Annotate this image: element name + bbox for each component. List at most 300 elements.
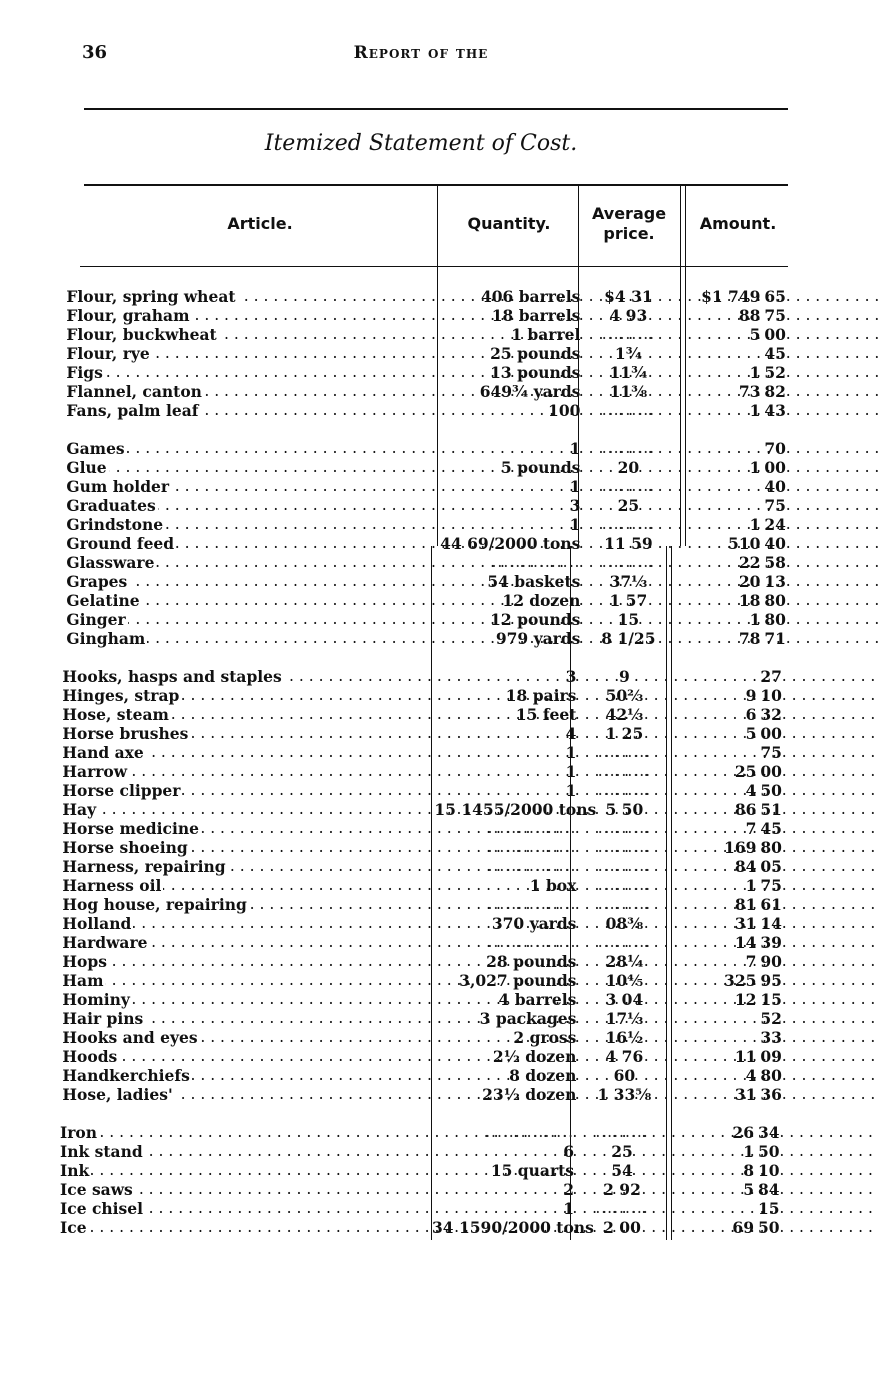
amount-cents-cell: 43: [764, 401, 786, 420]
article-cell: [60, 1218, 432, 1237]
quantity-cell: 1 box: [529, 876, 577, 895]
article-cell: [66, 363, 438, 382]
average-price-cell: .........: [597, 838, 652, 856]
article-label: Ice saws: [60, 1180, 133, 1199]
average-price-cell: .........: [597, 819, 652, 837]
table-row: [60, 1123, 800, 1142]
amount-dollars-cell: 73: [738, 382, 761, 401]
average-price-cell: .........: [597, 781, 652, 799]
article-cell: [66, 629, 438, 648]
amount-dollars-cell: 9: [745, 686, 757, 705]
table-row: [62, 971, 802, 990]
average-price-cell: 1 57: [609, 591, 648, 610]
article-cell: [60, 1180, 432, 1199]
amount-dollars-cell: [680, 1199, 754, 1218]
amount-cents-cell: 84: [758, 1180, 780, 1199]
amount-cents-cell: 40: [764, 477, 786, 496]
header-bottom-rule: [80, 266, 788, 267]
leader-dots: [66, 363, 438, 382]
table-row: [66, 287, 806, 306]
article-cell: [66, 382, 438, 401]
table-row: [62, 800, 802, 819]
article-label: Hooks, hasps and staples: [62, 667, 282, 686]
quantity-cell: 1: [565, 743, 577, 762]
article-label: Games: [66, 439, 125, 458]
average-price-cell: .........: [597, 762, 652, 780]
table-row: [62, 838, 802, 857]
average-price-cell: .........: [597, 743, 652, 761]
quantity-cell: 15 feet: [515, 705, 577, 724]
article-label: Flour, rye: [66, 344, 150, 363]
table-row: [66, 629, 806, 648]
average-price-cell: 4 93: [609, 306, 648, 325]
amount-dollars-cell: 4: [745, 1066, 757, 1085]
amount-dollars-cell: 1: [749, 401, 761, 420]
article-cell: [66, 553, 438, 572]
amount-dollars-cell: 6: [745, 705, 757, 724]
amount-cents-cell: 34: [758, 1123, 780, 1142]
head-rule: [84, 108, 788, 110]
amount-dollars-cell: 5: [745, 724, 757, 743]
article-label: Ink: [60, 1161, 90, 1180]
article-cell: [62, 1028, 434, 1047]
table-row: [62, 952, 802, 971]
article-label: Iron: [60, 1123, 98, 1142]
article-label: Horse brushes: [62, 724, 189, 743]
article-cell: [66, 401, 438, 420]
amount-dollars-cell: 22: [738, 553, 761, 572]
average-price-cell: 8 1/25: [601, 629, 656, 648]
amount-dollars-cell: [682, 743, 756, 762]
amount-dollars-cell: 69: [732, 1218, 754, 1237]
table-row: [62, 743, 802, 762]
amount-dollars-cell: 1: [743, 1142, 754, 1161]
article-cell: [62, 971, 434, 990]
table-row: [62, 1066, 802, 1085]
average-price-cell: 20: [617, 458, 640, 477]
article-label: Hay: [62, 800, 97, 819]
quantity-cell: 2 gross: [513, 1028, 577, 1047]
quantity-cell: 12 dozen: [502, 591, 581, 610]
amount-cents-cell: 90: [760, 952, 782, 971]
amount-cents-cell: 10: [758, 1161, 780, 1180]
amount-cents-cell: 80: [764, 610, 786, 629]
quantity-cell: 15 quarts: [490, 1161, 574, 1180]
quantity-cell: 23½ dozen: [482, 1085, 577, 1104]
amount-cents-cell: 95: [760, 971, 782, 990]
article-cell: [66, 610, 438, 629]
amount-dollars-cell: 5: [743, 1180, 754, 1199]
amount-cents-cell: 75: [764, 496, 786, 515]
amount-dollars-cell: 1: [749, 610, 761, 629]
article-cell: [62, 1066, 434, 1085]
amount-dollars-cell: $1 749: [701, 287, 761, 306]
article-cell: [66, 344, 438, 363]
amount-cents-cell: 36: [760, 1085, 782, 1104]
average-price-cell: 11 59: [604, 534, 653, 553]
leader-dots: [62, 971, 434, 990]
average-price-cell: .........: [601, 439, 656, 457]
table-row: [62, 781, 802, 800]
article-cell: [66, 515, 438, 534]
amount-cents-cell: 80: [764, 591, 786, 610]
article-label: Fans, palm leaf: [66, 401, 199, 420]
quantity-cell: 3: [569, 496, 581, 515]
amount-dollars-cell: 510: [728, 534, 761, 553]
quantity-cell: 15 1455/2000 tons: [434, 800, 597, 819]
average-price-cell: 4 76: [605, 1047, 644, 1066]
average-price-cell: $4 31: [604, 287, 653, 306]
amount-dollars-cell: 12: [734, 990, 757, 1009]
table-row: [66, 477, 806, 496]
average-price-cell: 2 92: [603, 1180, 641, 1199]
table-row: [60, 1199, 800, 1218]
average-price-cell: 11⅜: [609, 382, 648, 401]
amount-dollars-cell: 1: [749, 515, 761, 534]
amount-cents-cell: 45: [764, 344, 786, 363]
article-cell: [62, 1009, 434, 1028]
running-head: Report of the: [353, 43, 489, 63]
article-cell: [62, 800, 434, 819]
average-price-cell: .........: [597, 895, 652, 913]
table-row: [62, 1028, 802, 1047]
table-row: [66, 439, 806, 458]
column-header-article: Article.: [227, 214, 293, 233]
quantity-cell: 28 pounds: [486, 952, 577, 971]
article-cell: [62, 952, 434, 971]
article-cell: [66, 325, 438, 344]
average-price-cell: 17⅓: [605, 1009, 644, 1028]
amount-cents-cell: 82: [764, 382, 786, 401]
article-label: Ice chisel: [60, 1199, 144, 1218]
amount-cents-cell: 50: [758, 1142, 780, 1161]
article-label: Grindstone: [66, 515, 164, 534]
article-label: Hops: [62, 952, 107, 971]
leader-dots: [60, 1161, 432, 1180]
amount-cents-cell: 13: [764, 572, 786, 591]
amount-dollars-cell: 31: [734, 1085, 757, 1104]
page-number: 36: [82, 42, 108, 63]
average-price-cell: 2 00: [603, 1218, 641, 1237]
amount-cents-cell: 52: [764, 363, 786, 382]
article-cell: [62, 724, 434, 743]
amount-cents-cell: 61: [760, 895, 782, 914]
amount-dollars-cell: 86: [734, 800, 757, 819]
average-price-cell: 15: [617, 610, 640, 629]
article-cell: [66, 534, 438, 553]
average-price-cell: .........: [601, 515, 656, 533]
article-label: Handkerchiefs: [62, 1066, 190, 1085]
article-label: Horse medicine: [62, 819, 199, 838]
amount-cents-cell: 50: [758, 1218, 780, 1237]
article-cell: [66, 287, 438, 306]
amount-cents-cell: 75: [760, 876, 782, 895]
amount-dollars-cell: [686, 477, 760, 496]
article-label: Graduates: [66, 496, 156, 515]
amount-cents-cell: 00: [764, 325, 786, 344]
article-label: Flour, buckwheat: [66, 325, 217, 344]
amount-cents-cell: 00: [764, 458, 786, 477]
quantity-cell: 2½ dozen: [492, 1047, 577, 1066]
quantity-cell: 1: [569, 439, 581, 458]
quantity-cell: 25 pounds: [490, 344, 581, 363]
article-cell: [62, 781, 434, 800]
quantity-cell: 3: [565, 667, 577, 686]
average-price-cell: 08⅜: [605, 914, 644, 933]
amount-dollars-cell: [686, 344, 760, 363]
article-cell: [66, 458, 438, 477]
table-row: [62, 857, 802, 876]
article-cell: [62, 819, 434, 838]
amount-dollars-cell: 4: [745, 781, 757, 800]
table-row: [62, 1047, 802, 1066]
amount-dollars-cell: 5: [749, 325, 761, 344]
average-price-cell: 11¾: [609, 363, 648, 382]
article-label: Hinges, strap: [62, 686, 180, 705]
average-price-cell: 28¼: [605, 952, 644, 971]
article-label: Hooks and eyes: [62, 1028, 198, 1047]
article-cell: [62, 705, 434, 724]
average-price-cell: 54: [611, 1161, 633, 1180]
quantity-cell: 8 dozen: [509, 1066, 577, 1085]
quantity-cell: 44 69/2000 tons: [440, 534, 581, 553]
amount-dollars-cell: [686, 439, 760, 458]
quantity-cell: 649¾ yards: [479, 382, 581, 401]
average-price-cell: .........: [601, 401, 656, 419]
article-cell: [66, 477, 438, 496]
amount-dollars-cell: 88: [738, 306, 761, 325]
quantity-cell: ...............: [487, 933, 577, 951]
quantity-cell: 5 pounds: [500, 458, 581, 477]
amount-dollars-cell: 78: [738, 629, 761, 648]
article-label: Gelatine: [66, 591, 140, 610]
average-price-cell: .........: [597, 933, 652, 951]
table-row: [66, 496, 806, 515]
amount-cents-cell: 80: [760, 838, 782, 857]
table-row: [66, 515, 806, 534]
quantity-cell: 54 baskets: [487, 572, 581, 591]
average-price-cell: 50⅔: [605, 686, 644, 705]
amount-cents-cell: 00: [760, 762, 782, 781]
quantity-cell: 1: [565, 781, 577, 800]
article-cell: [62, 667, 434, 686]
amount-cents-cell: 33: [760, 1028, 782, 1047]
average-price-cell: .........: [601, 553, 656, 571]
article-label: Ham: [62, 971, 104, 990]
average-price-cell: .........: [601, 325, 656, 343]
article-cell: [62, 933, 434, 952]
article-label: Hand axe: [62, 743, 144, 762]
amount-dollars-cell: [686, 496, 760, 515]
quantity-cell: 2: [563, 1180, 574, 1199]
table-row: [66, 572, 806, 591]
table-row: [66, 306, 806, 325]
table-row: [62, 1085, 802, 1104]
quantity-cell: 406 barrels: [480, 287, 581, 306]
table-row: [62, 933, 802, 952]
quantity-cell: 1: [569, 515, 581, 534]
amount-cents-cell: 40: [764, 534, 786, 553]
article-cell: [60, 1199, 432, 1218]
article-label: Hardware: [62, 933, 148, 952]
table-row: [62, 686, 802, 705]
table-row: [62, 705, 802, 724]
quantity-cell: 1: [563, 1199, 574, 1218]
table-row: [60, 1180, 800, 1199]
quantity-cell: 4 barrels: [498, 990, 577, 1009]
amount-cents-cell: 65: [764, 287, 786, 306]
average-price-cell: 42⅓: [605, 705, 644, 724]
quantity-cell: 100: [548, 401, 581, 420]
column-header-amount: Amount.: [699, 214, 777, 233]
amount-cents-cell: 71: [764, 629, 786, 648]
article-label: Holland: [62, 914, 132, 933]
average-price-cell: 16½: [605, 1028, 644, 1047]
article-cell: [66, 306, 438, 325]
article-cell: [66, 496, 438, 515]
article-cell: [60, 1123, 432, 1142]
article-label: Glassware: [66, 553, 155, 572]
table-row: [66, 553, 806, 572]
amount-dollars-cell: 25: [734, 762, 757, 781]
article-cell: [62, 1085, 434, 1104]
article-cell: [62, 838, 434, 857]
amount-dollars-cell: 1: [745, 876, 757, 895]
article-cell: [66, 439, 438, 458]
amount-dollars-cell: 26: [732, 1123, 754, 1142]
average-price-cell: 9: [618, 667, 630, 686]
amount-dollars-cell: 20: [738, 572, 761, 591]
quantity-cell: ...............: [485, 1123, 574, 1141]
table-row: [66, 610, 806, 629]
table-row: [62, 914, 802, 933]
article-cell: [66, 591, 438, 610]
article-label: Harness, repairing: [62, 857, 226, 876]
amount-cents-cell: 80: [760, 1066, 782, 1085]
average-price-cell: 1 25: [605, 724, 644, 743]
article-label: Ice: [60, 1218, 87, 1237]
average-price-cell: 1¾: [614, 344, 642, 363]
table-row: [66, 363, 806, 382]
average-price-cell: 37⅓: [609, 572, 648, 591]
quantity-cell: 6: [563, 1142, 574, 1161]
amount-cents-cell: 24: [764, 515, 786, 534]
average-price-cell: 1 33⅝: [597, 1085, 652, 1104]
average-price-cell: .........: [595, 1199, 649, 1217]
amount-dollars-cell: 325: [724, 971, 757, 990]
table-row: [62, 762, 802, 781]
table-row: [62, 1009, 802, 1028]
amount-cents-cell: 52: [760, 1009, 782, 1028]
quantity-cell: ...............: [491, 553, 581, 571]
article-label: Ground feed: [66, 534, 175, 553]
article-cell: [66, 572, 438, 591]
table-row: [66, 325, 806, 344]
amount-dollars-cell: [682, 667, 756, 686]
quantity-cell: 370 yards: [491, 914, 577, 933]
average-price-cell: 25: [617, 496, 640, 515]
amount-dollars-cell: [682, 1028, 756, 1047]
table-row: [66, 401, 806, 420]
average-price-cell: .........: [597, 876, 652, 894]
average-price-cell: 5 50: [605, 800, 644, 819]
article-label: Horse clipper: [62, 781, 181, 800]
amount-cents-cell: 50: [760, 781, 782, 800]
article-label: Hoods: [62, 1047, 118, 1066]
article-label: Harness oil: [62, 876, 162, 895]
amount-dollars-cell: 169: [724, 838, 757, 857]
amount-cents-cell: 39: [760, 933, 782, 952]
quantity-cell: 34 1590/2000 tons: [432, 1218, 594, 1237]
article-label: Horse shoeing: [62, 838, 188, 857]
quantity-cell: 1 barrel: [511, 325, 581, 344]
table-row: [62, 895, 802, 914]
leader-dots: [62, 800, 434, 819]
average-price-cell: .........: [597, 857, 652, 875]
leader-dots: [60, 1123, 432, 1142]
amount-cents-cell: 15: [758, 1199, 780, 1218]
quantity-cell: 13 pounds: [490, 363, 581, 382]
table-row: [66, 458, 806, 477]
average-price-cell: 3 04: [605, 990, 644, 1009]
article-label: Gingham: [66, 629, 146, 648]
table-top-rule: [84, 184, 788, 186]
article-label: Hair pins: [62, 1009, 144, 1028]
quantity-cell: 12 pounds: [490, 610, 581, 629]
table-title: Itemized Statement of Cost.: [264, 131, 578, 156]
amount-dollars-cell: 7: [745, 819, 757, 838]
table-row: [62, 724, 802, 743]
leader-dots: [66, 458, 438, 477]
quantity-cell: ...............: [487, 895, 577, 913]
table-row: [66, 591, 806, 610]
amount-cents-cell: 32: [760, 705, 782, 724]
article-cell: [60, 1161, 432, 1180]
amount-cents-cell: 14: [760, 914, 782, 933]
amount-dollars-cell: 1: [749, 458, 761, 477]
amount-cents-cell: 10: [760, 686, 782, 705]
table-row: [66, 344, 806, 363]
article-cell: [62, 876, 434, 895]
table-row: [62, 990, 802, 1009]
quantity-cell: 3,027 pounds: [459, 971, 577, 990]
amount-dollars-cell: 11: [734, 1047, 757, 1066]
article-label: Harrow: [62, 762, 128, 781]
amount-dollars-cell: 7: [745, 952, 757, 971]
amount-cents-cell: 15: [760, 990, 782, 1009]
amount-cents-cell: 00: [760, 724, 782, 743]
quantity-cell: 3 packages: [479, 1009, 577, 1028]
amount-dollars-cell: 31: [734, 914, 757, 933]
leader-dots: [62, 952, 434, 971]
leader-dots: [60, 1218, 432, 1237]
table-row: [62, 667, 802, 686]
article-cell: [62, 686, 434, 705]
article-label: Figs: [66, 363, 103, 382]
quantity-cell: 979 yards: [495, 629, 581, 648]
amount-dollars-cell: 1: [749, 363, 761, 382]
amount-cents-cell: 09: [760, 1047, 782, 1066]
amount-cents-cell: 70: [764, 439, 786, 458]
amount-dollars-cell: [682, 1009, 756, 1028]
quantity-cell: 1: [565, 762, 577, 781]
article-cell: [62, 857, 434, 876]
amount-dollars-cell: 14: [734, 933, 757, 952]
article-cell: [62, 914, 434, 933]
column-header-quantity: Quantity.: [467, 214, 551, 233]
amount-cents-cell: 05: [760, 857, 782, 876]
average-price-cell: 25: [611, 1142, 633, 1161]
